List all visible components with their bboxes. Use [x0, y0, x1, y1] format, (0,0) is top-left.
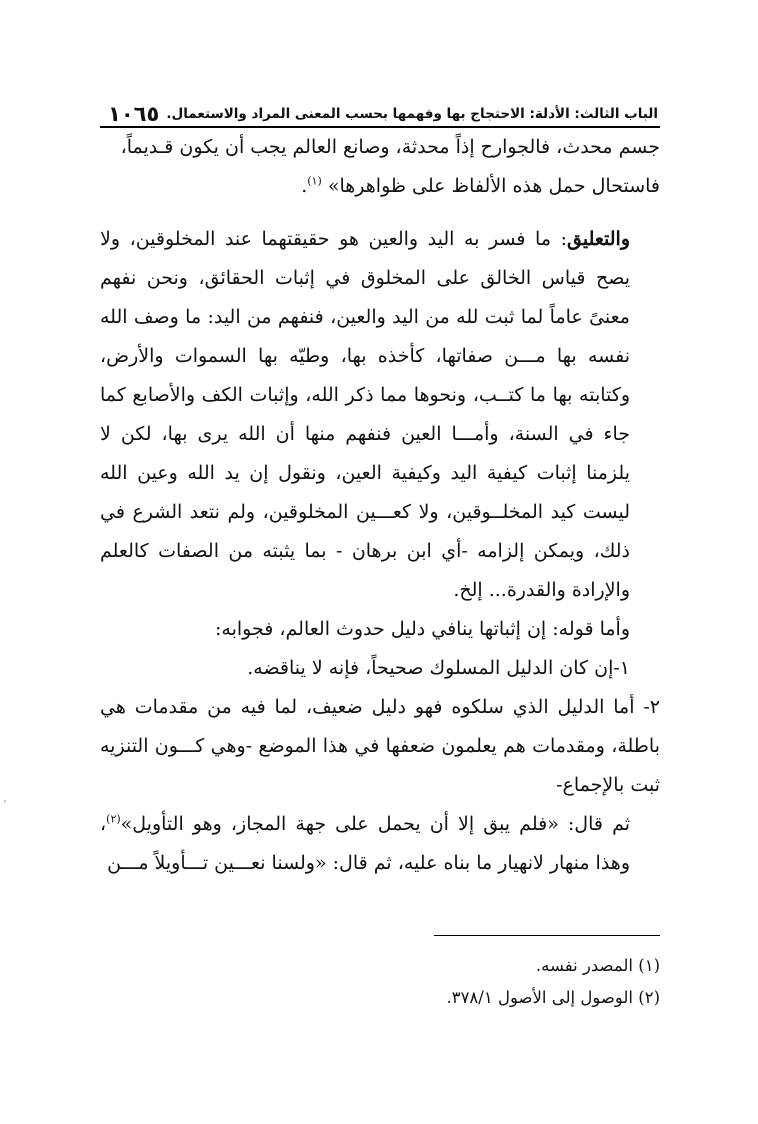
- point-2: ٢- أما الدليل الذي سلكوه فهو دليل ضعيف، لما فيه من مقدمات هي باطلة، ومقدمات هم يعلمون ضعفها في هذا الموضع -وهي كـــون التنزيه ثبت بالإجماع-: [100, 696, 660, 796]
- scan-speck: [4, 800, 6, 803]
- paragraph-2: [100, 220, 660, 610]
- footnote-2: (٢) الوصول إلى الأصول ٣٧٨/١.: [446, 988, 660, 1007]
- paragraph-1: [100, 128, 660, 206]
- comment-lead: والتعليق: [566, 228, 630, 250]
- paragraph-text: ثم قال: «فلم يبق إلا أن يحمل على جهة المجاز، وهو التأويل»: [120, 813, 630, 835]
- paragraph-6: [100, 805, 660, 883]
- page-header: [100, 88, 660, 128]
- paragraph-text: : ما فسر به اليد والعين هو حقيقتهما عند المخلوقين، ولا يصح قياس الخالق على المخلوق في إثبات الحقائق، ونحن نفهم معنىً عاماً لما ثبت لله من اليد والعين، فنفهم من اليد: ما وصف الله نفسه بها مـــن صفاتها، كأخذه بها، وطيّه بها السموات والأرض، وكتابته بها ما كتــب، ونحوها مما ذكر الله، وإثبات الكف والأصابع كما جاء في السنة، وأمـــا العين فنفهم منها أن الله يرى بها، لكن لا يلزمنا إثبات كيفية اليد وكيفية العين، ونقول إن يد الله وعين الله ليست كيد المخلــوقين، ولا كعـــين المخلوقين، ولم نتعد الشرع في ذلك، ويمكن إلزامه -أي ابن برهان - بما يثبته من الصفات كالعلم والإرادة والقدرة... إلخ.: [100, 228, 630, 601]
- book-page: [100, 88, 660, 1088]
- footnote-divider: [434, 935, 660, 936]
- text-line: فاستحال حمل هذه الألفاظ على ظواهرها»: [327, 175, 660, 197]
- footnote-1: (١) المصدر نفسه.: [535, 956, 660, 975]
- footnote-ref: (١): [307, 174, 322, 188]
- paragraph-text: ، وهذا منهار لانهيار ما بناه عليه، ثم قال: «ولسنا نعـــين تـــأويلاً مـــن: [100, 813, 630, 874]
- text-line: جسم محدث، فالجوارح إذاً محدثة، وصانع العالم يجب أن يكون قـديماً،: [120, 136, 660, 158]
- running-title: الباب الثالث: الأدلة: الاحتجاج بها وفهمها بحسب المعنى المراد والاستعمال.: [166, 106, 658, 122]
- text-line-end: .: [301, 175, 308, 197]
- footnotes: [100, 950, 660, 1014]
- paragraph-3: وأما قوله: إن إثباتها ينافي دليل حدوث العالم، فجوابه:: [215, 618, 630, 640]
- point-1: ١-إن كان الدليل المسلوك صحيحاً، فإنه لا يناقضه.: [247, 657, 630, 679]
- footnote-ref: (٢): [106, 812, 121, 826]
- main-text: [100, 128, 660, 883]
- page-number: ١٠٦٥: [108, 102, 160, 126]
